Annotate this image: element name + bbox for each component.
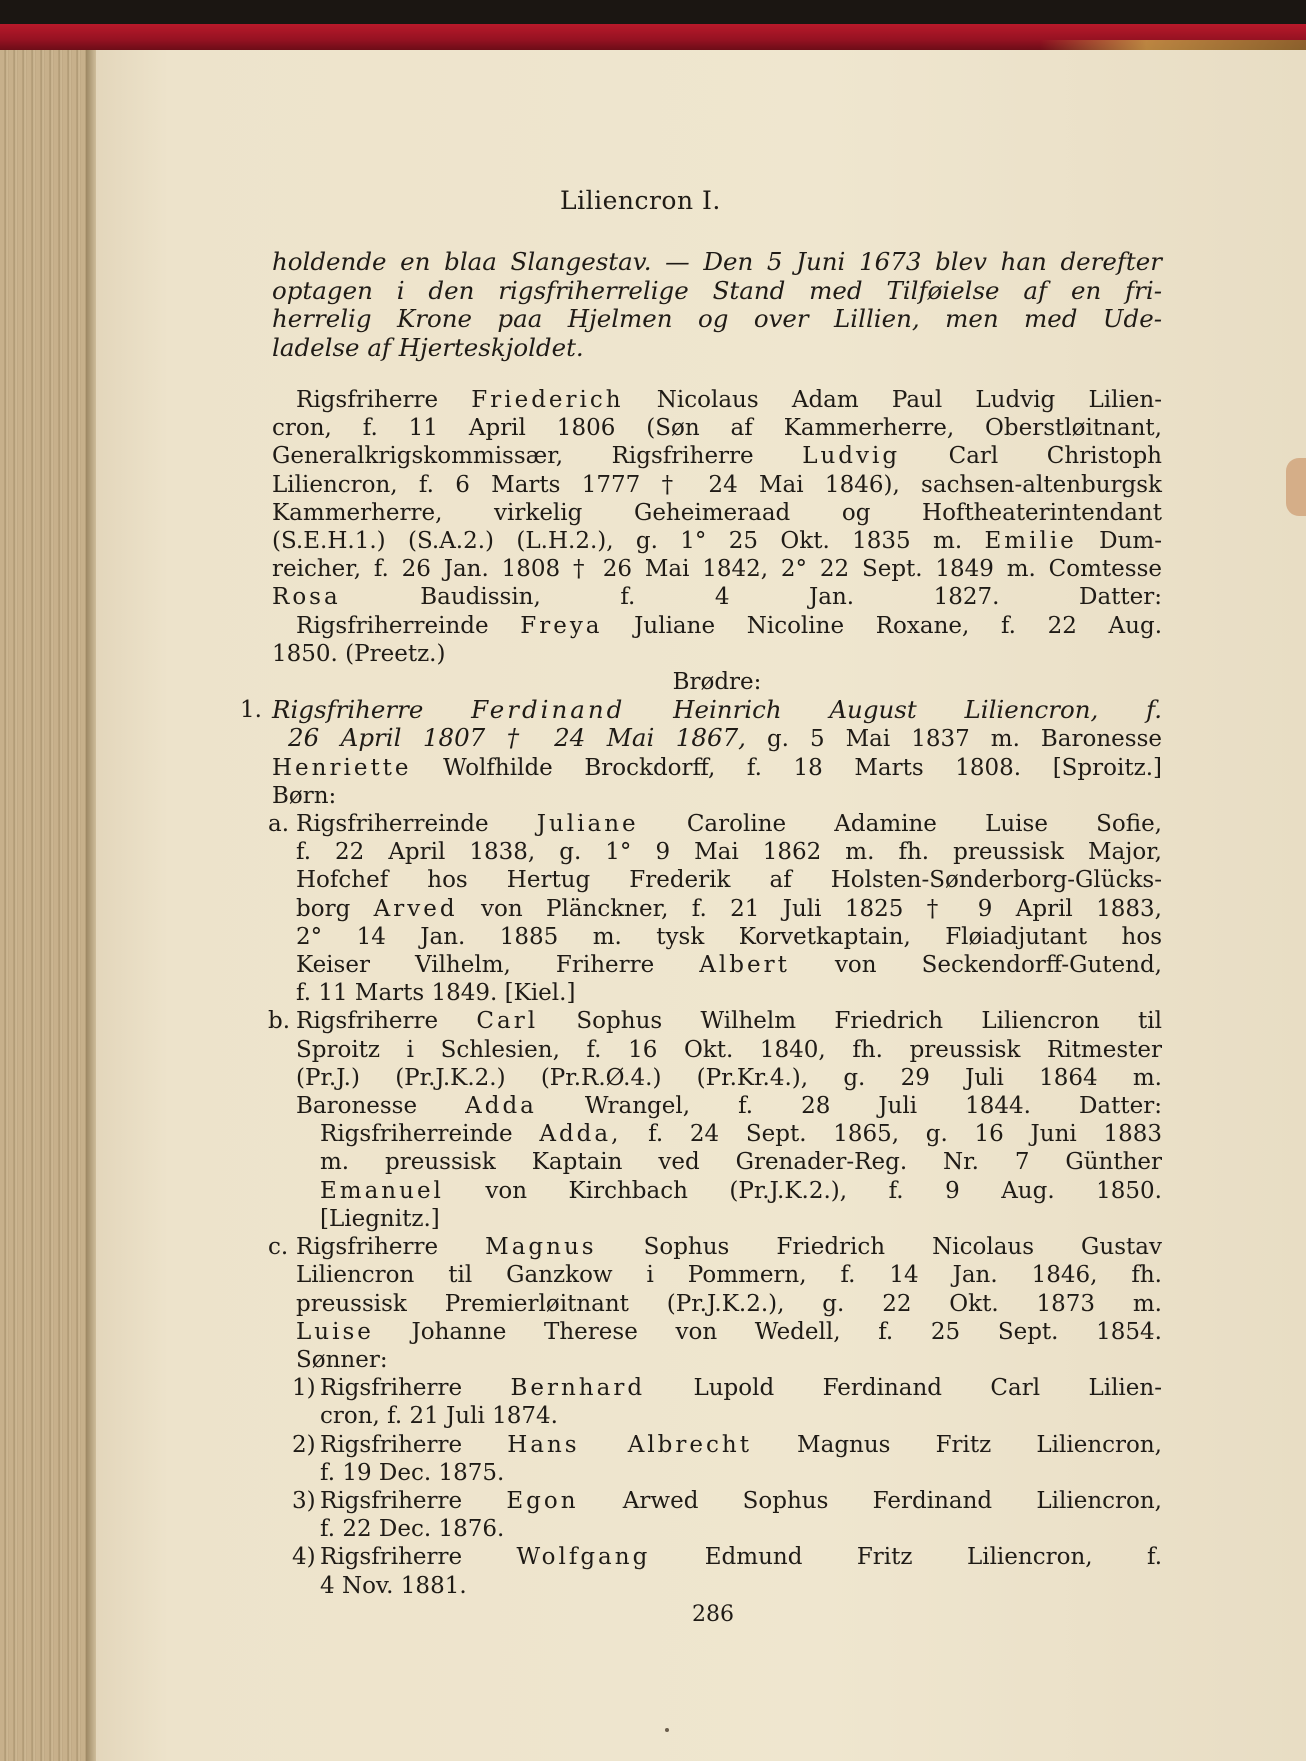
text-line: Liliencron til Ganzkow i Pommern, f. 14 Jan. 1846, fh. (296, 1262, 1162, 1289)
text-line: 26 April 1807 † 24 Mai 1867, g. 5 Mai 1837 m. Baronesse (288, 723, 1163, 753)
text-line: Rigsfriherre Carl Sophus Wilhelm Friedrich Liliencron til (296, 1008, 1162, 1035)
text-line: Rigsfriherreinde Juliane Caroline Adamine Luise Sofie, (296, 811, 1162, 838)
text-line: Sønner: (296, 1346, 388, 1373)
son-entry (292, 1543, 1163, 1599)
entry-label: a. (268, 811, 290, 838)
entry-number: 3) (292, 1487, 316, 1514)
text-line: 4 Nov. 1881. (320, 1572, 467, 1599)
child-entry-a (268, 810, 1162, 1007)
child-entry-c (268, 1233, 1163, 1600)
text-line: Børn: (272, 782, 337, 809)
left-page-stack (0, 50, 92, 1761)
intro-line: optagen i den rigsfriherrelige Stand med Tilføielse af en fri- (272, 275, 1162, 305)
text-line: Henriette Wolfhilde Brockdorff, f. 18 Marts 1808. [Sproitz.] (272, 754, 1162, 781)
son-entry (292, 1374, 1162, 1430)
text-line: Rigsfriherre Hans Albrecht Magnus Fritz Liliencron, (320, 1431, 1162, 1458)
page-speck (665, 1728, 669, 1732)
intro-line: ladelse af Hjerteskjoldet. (272, 332, 584, 362)
page-number: 286 (692, 1602, 734, 1627)
text-line: Rigsfriherre Egon Arwed Sophus Ferdinand Liliencron, (320, 1487, 1162, 1514)
text-line: f. 22 Dec. 1876. (320, 1516, 505, 1543)
book-top-edge (0, 0, 1306, 24)
text-line: Rigsfriherre Friederich Nicolaus Adam Paul Ludvig Lilien- (296, 387, 1162, 413)
text-line: 1. Rigsfriherre Ferdinand Heinrich August Liliencron, f. (240, 695, 1162, 725)
text-line: reicher, f. 26 Jan. 1808 † 26 Mai 1842, 2° 22 Sept. 1849 m. Comtesse (272, 556, 1162, 583)
text-line: Luise Johanne Therese von Wedell, f. 25 Sept. 1854. (296, 1318, 1162, 1345)
text-line: f. 19 Dec. 1875. (320, 1459, 505, 1486)
entry-number: 4) (292, 1544, 316, 1571)
text-line: (Pr.J.) (Pr.J.K.2.) (Pr.R.Ø.4.) (Pr.Kr.4.), g. 29 Juli 1864 m. (296, 1064, 1162, 1091)
text-line: Liliencron, f. 6 Marts 1777 † 24 Mai 1846), sachsen-altenburgsk (272, 471, 1162, 498)
running-head: Liliencron I. (560, 186, 721, 215)
entry-label: b. (268, 1008, 291, 1035)
text-line: (S.E.H.1.) (S.A.2.) (L.H.2.), g. 1° 25 Okt. 1835 m. Emilie Dum- (272, 528, 1162, 555)
text-line: Sproitz i Schlesien, f. 16 Okt. 1840, fh. preussisk Ritmester (296, 1036, 1162, 1063)
intro-paragraph (272, 248, 1162, 362)
brodre-heading: Brødre: (672, 669, 762, 696)
text-line: Hofchef hos Hertug Frederik af Holsten-Sønderborg-Glücks- (296, 867, 1162, 894)
text-line: Generalkrigskommissær, Rigsfriherre Ludvig Carl Christoph (272, 443, 1162, 470)
entry-number: 1. (240, 697, 262, 724)
text-line: f. 11 Marts 1849. [Kiel.] (296, 980, 576, 1007)
text-line: Rigsfriherre Bernhard Lupold Ferdinand Carl Lilien- (320, 1375, 1162, 1402)
text-line: Rosa Baudissin, f. 4 Jan. 1827. Datter: (272, 584, 1162, 611)
intro-line: holdende en blaa Slangestav. — Den 5 Juni 1673 blev han derefter (272, 247, 1162, 276)
text-line: cron, f. 21 Juli 1874. (320, 1403, 558, 1430)
text-line: 2° 14 Jan. 1885 m. tysk Korvetkaptain, Fløiadjutant hos (296, 923, 1162, 950)
entry-number: 1) (292, 1375, 316, 1402)
daughter-entry (296, 1120, 1162, 1233)
text-line: borg Arved von Plänckner, f. 21 Juli 1825 † 9 April 1883, (296, 895, 1162, 922)
text-line: Rigsfriherreinde Adda, f. 24 Sept. 1865, g. 16 Juni 1883 (320, 1121, 1162, 1148)
entry-number: 2) (292, 1431, 316, 1458)
text-line: Rigsfriherreinde Freya Juliane Nicoline Roxane, f. 22 Aug. (296, 612, 1162, 639)
text-line: Rigsfriherre Wolfgang Edmund Fritz Liliencron, f. (320, 1544, 1163, 1571)
brother-entry (240, 695, 1163, 810)
text-line: 1850. (Preetz.) (272, 640, 446, 667)
son-entry (292, 1431, 1162, 1487)
text-line: cron, f. 11 April 1806 (Søn af Kammerherre, Oberstløitnant, (272, 415, 1162, 442)
text-line: [Liegnitz.] (320, 1205, 440, 1232)
main-entry (272, 386, 1162, 668)
text-line: Rigsfriherre Magnus Sophus Friedrich Nicolaus Gustav (296, 1234, 1162, 1261)
text-line: Keiser Vilhelm, Friherre Albert von Seckendorff-Gutend, (296, 952, 1162, 979)
text-line: Kammerherre, virkelig Geheimeraad og Hoftheaterintendant (272, 499, 1162, 526)
child-entry-b (268, 1007, 1162, 1233)
son-entry (292, 1487, 1162, 1543)
text-line: Baronesse Adda Wrangel, f. 28 Juli 1844. Datter: (296, 1093, 1162, 1120)
thumb-shadow (1286, 458, 1306, 516)
intro-line: herrelig Krone paa Hjelmen og over Lillien, men med Ude- (272, 304, 1162, 333)
text-line: m. preussisk Kaptain ved Grenader-Reg. Nr. 7 Günther (320, 1149, 1162, 1176)
entry-label: c. (268, 1234, 289, 1261)
text-line: f. 22 April 1838, g. 1° 9 Mai 1862 m. fh. preussisk Major, (296, 839, 1162, 866)
genealogy-body (240, 386, 1163, 1600)
text-line: preussisk Premierløitnant (Pr.J.K.2.), g. 22 Okt. 1873 m. (296, 1290, 1162, 1317)
text-line: Emanuel von Kirchbach (Pr.J.K.2.), f. 9 Aug. 1850. (320, 1177, 1162, 1204)
